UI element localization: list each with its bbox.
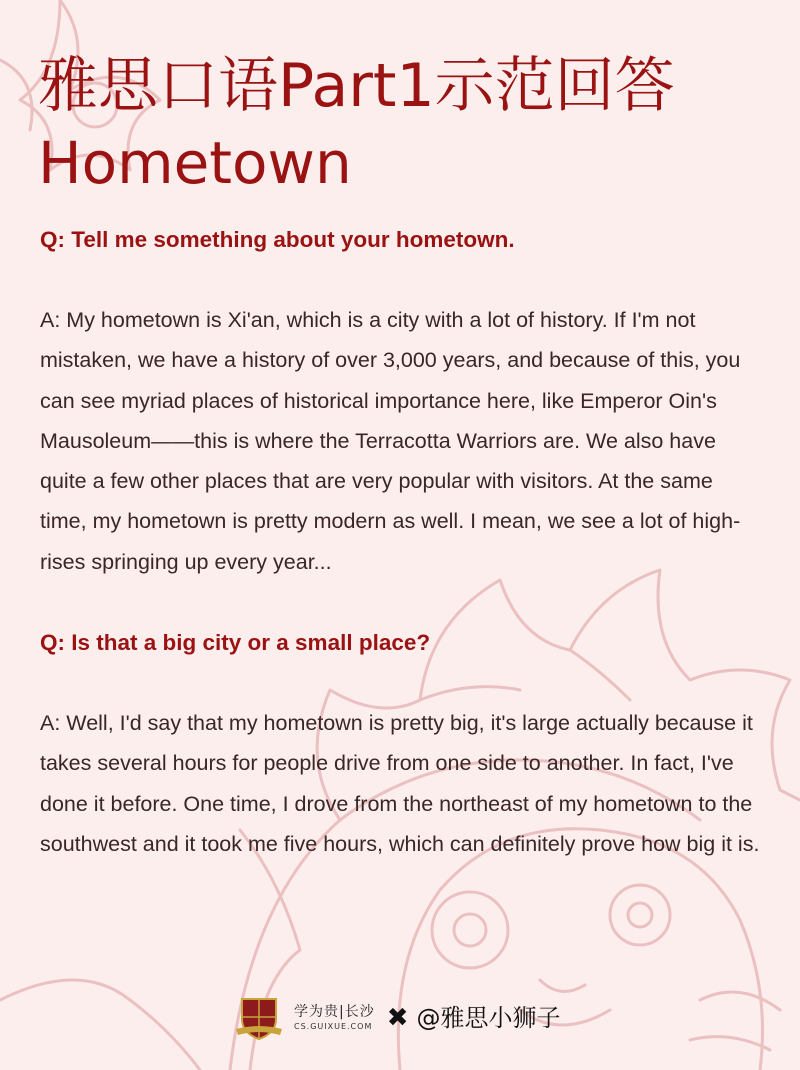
page-subtitle: Hometown [38,129,352,197]
answer-1: A: My hometown is Xi'an, which is a city with a lot of history. If I'm not mistaken, we have a history of over 3,000 years, and because of this, you can see myriad places of historical importance here, like Emperor Oin's Mausoleum——this is where the Terracotta Warriors are. We also have quite a few other places that are very popular with visitors. At the same time, my hometown is pretty modern as well. I mean, we see a lot of high-rises springing up every year... [40,308,741,574]
cross-icon: ✖ [386,1003,409,1033]
answer-2: A: Well, I'd say that my hometown is pretty big, it's large actually because it takes several hours for people drive from one side to another. In fact, I've done it before. One time, I drove from the northeast of my hometown to the southwest and it took me five hours, which can definitely prove how big it is. [40,711,760,856]
brand-url: CS.GUIXUE.COM [294,1022,373,1031]
brand-name: 学为贵|长沙 [294,1004,375,1020]
question-2: Q: Is that a big city or a small place? [40,630,431,655]
author-handle: @雅思小狮子 [416,1004,561,1032]
footer [234,990,561,1046]
crest-logo-icon [234,993,284,1043]
brand-block [294,1003,375,1033]
page-title: 雅思口语Part1示范回答 [38,51,675,121]
question-1: Q: Tell me something about your hometown. [40,227,515,252]
